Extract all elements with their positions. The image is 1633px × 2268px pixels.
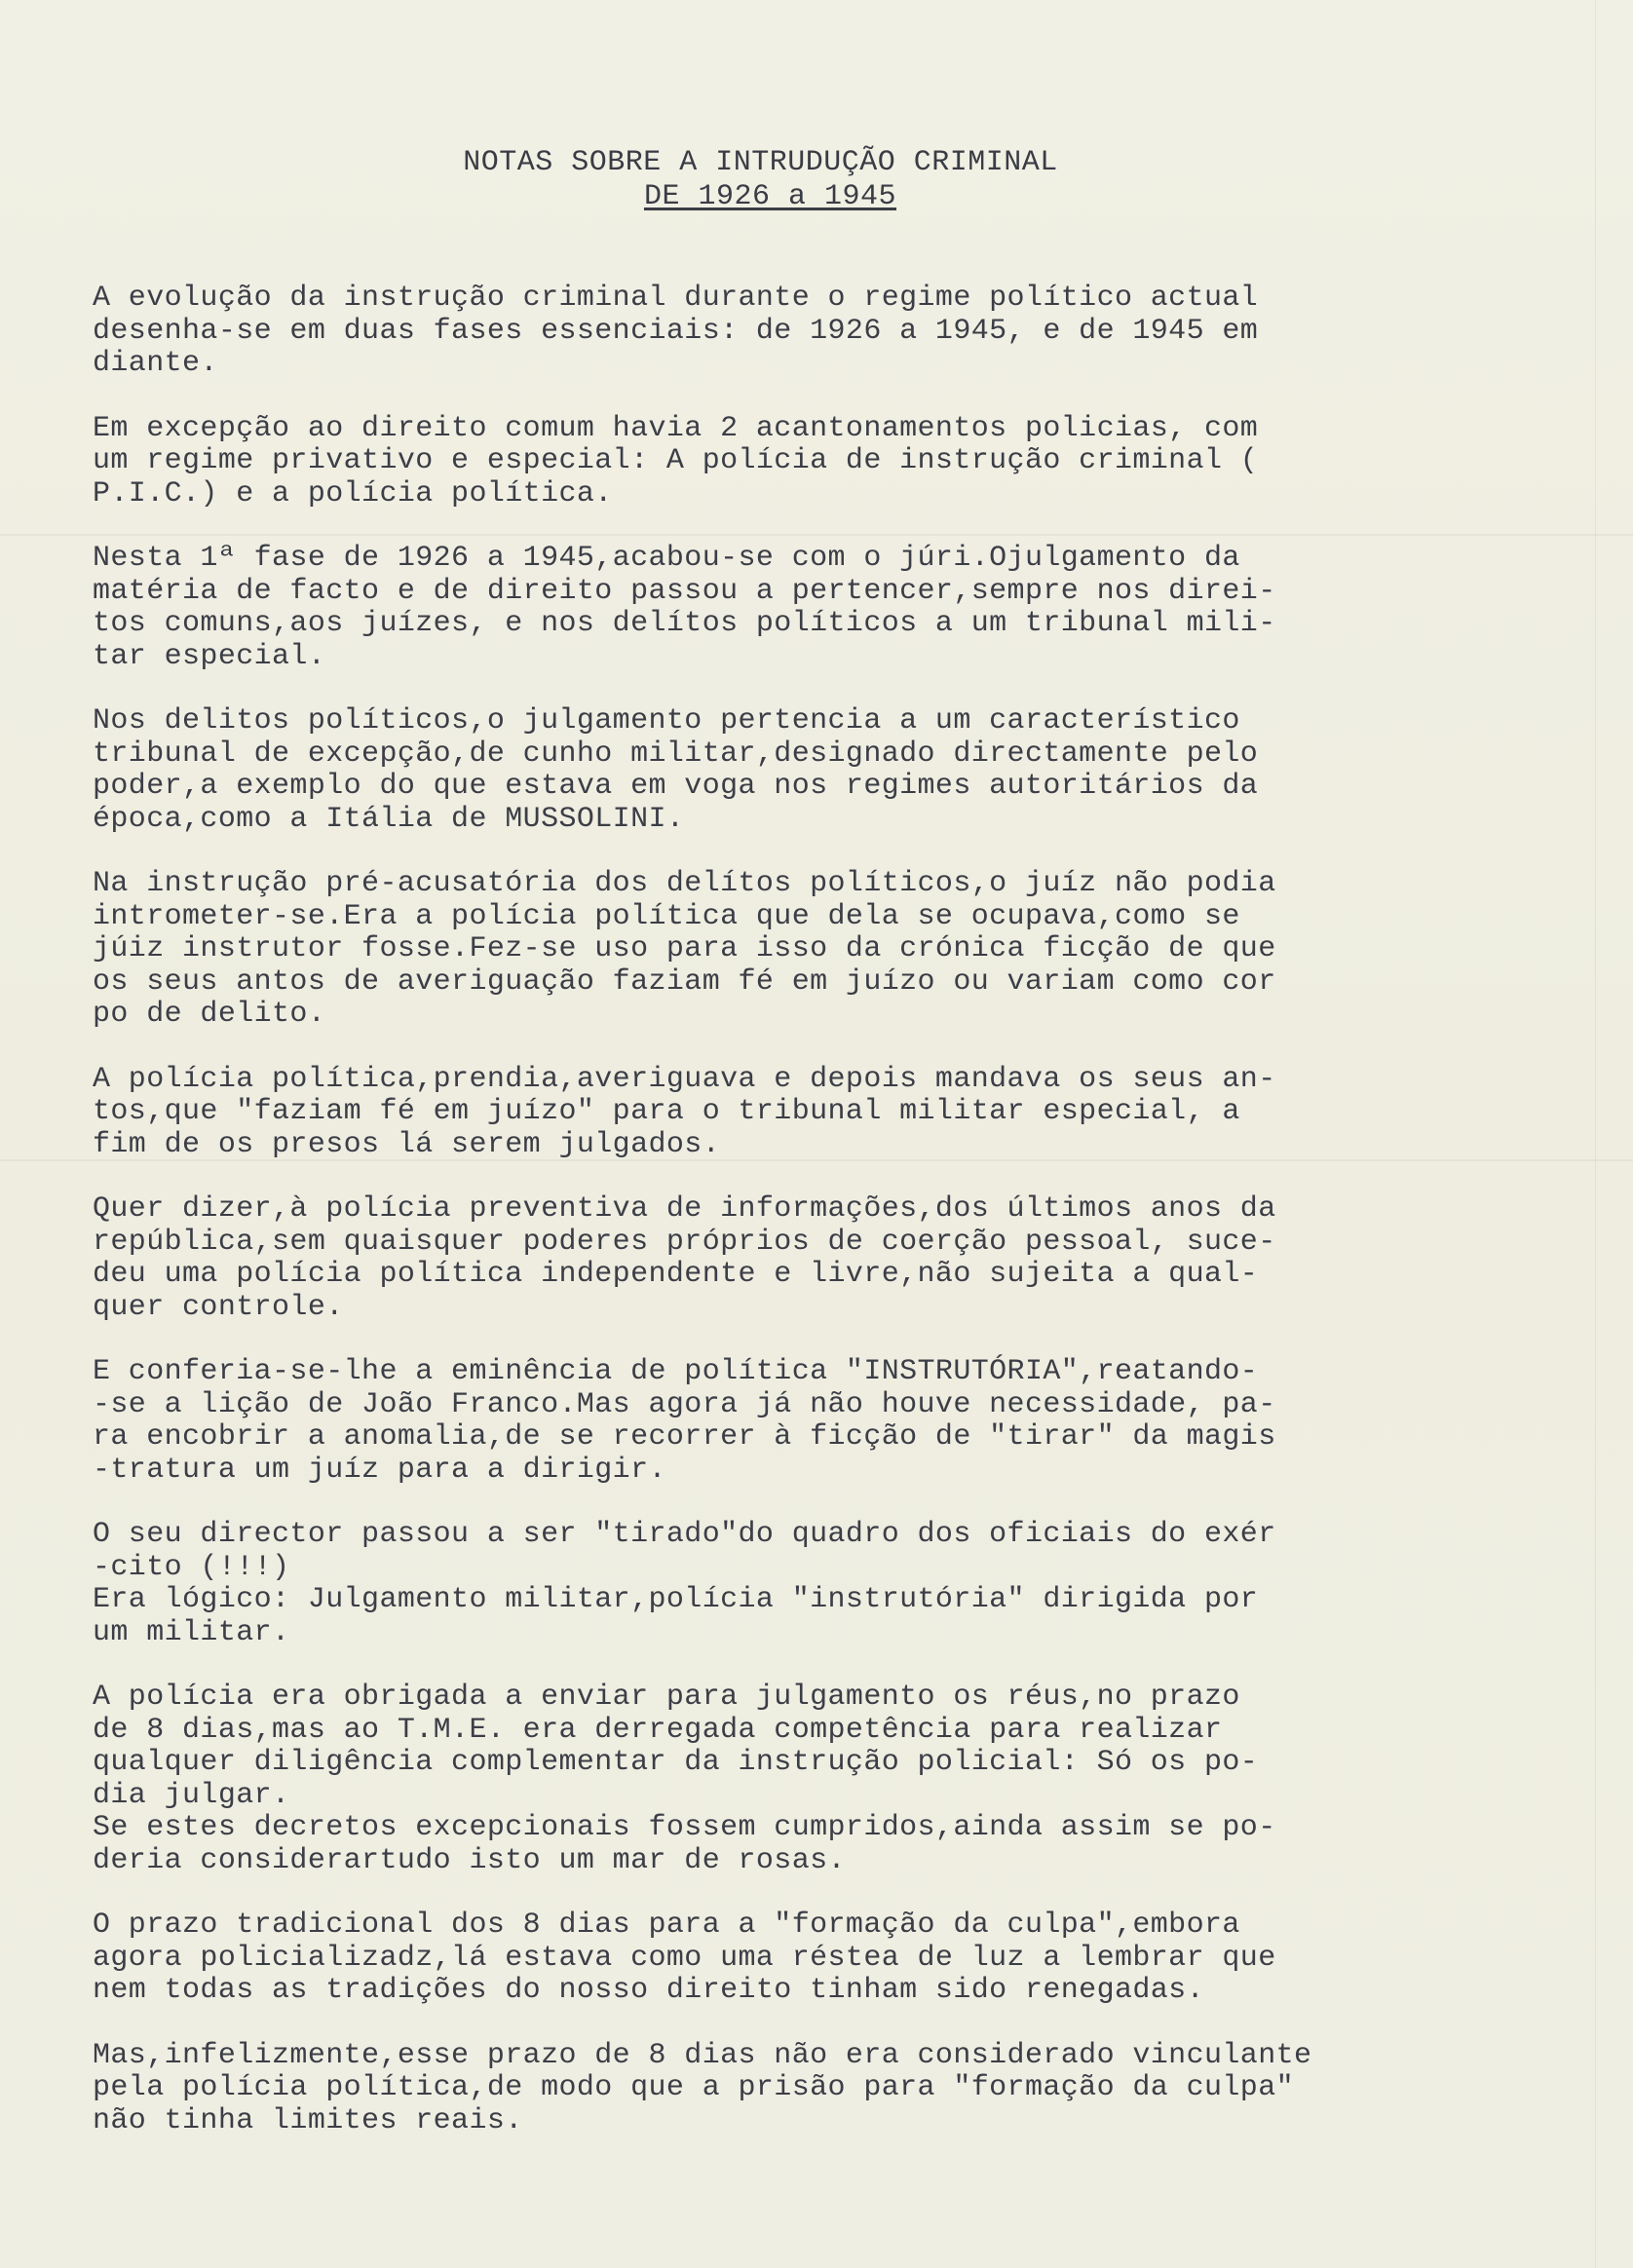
paragraph bbox=[93, 283, 1388, 381]
document-title bbox=[0, 146, 1633, 213]
text-line: Quer dizer,à polícia preventiva de informações,dos últimos anos da bbox=[93, 1192, 1276, 1226]
text-line: po de delito. bbox=[93, 998, 326, 1031]
text-line: de 8 dias,mas ao T.M.E. era derregada competência para realizar bbox=[93, 1713, 1223, 1747]
text-line: -tratura um juíz para a dirigir. bbox=[93, 1453, 666, 1487]
text-line: Era lógico: Julgamento militar,polícia "instrutória" dirigida por bbox=[93, 1583, 1259, 1616]
text-line: qualquer diligência complementar da instrução policial: Só os po- bbox=[93, 1746, 1259, 1779]
text-line: Em excepção ao direito comum havia 2 acantonamentos policias, com bbox=[93, 411, 1259, 445]
text-line: fim de os presos lá serem julgados. bbox=[93, 1127, 721, 1161]
text-line: Mas,infelizmente,esse prazo de 8 dias não era considerado vinculante bbox=[93, 2038, 1312, 2072]
text-line: -cito (!!!) bbox=[93, 1550, 290, 1584]
paragraph bbox=[93, 413, 1388, 511]
text-line: agora policializadz,lá estava como uma réstea de luz a lembrar que bbox=[93, 1941, 1276, 1975]
paragraph bbox=[93, 1519, 1388, 1649]
paragraph bbox=[93, 1356, 1388, 1487]
text-line: os seus antos de averiguação faziam fé em juízo ou variam como cor bbox=[93, 964, 1276, 999]
text-line: diante. bbox=[93, 347, 218, 380]
text-line: Se estes decretos excepcionais fossem cumpridos,ainda assim se po- bbox=[93, 1811, 1276, 1844]
text-line: poder,a exemplo do que estava em voga nos regimes autoritários da bbox=[93, 770, 1259, 803]
paper-edge-line bbox=[1595, 0, 1596, 2268]
text-line: nem todas as tradições do nosso direito tinham sido renegadas. bbox=[93, 1974, 1204, 2007]
text-line: Nos delitos políticos,o julgamento pertencia a um característico bbox=[93, 704, 1240, 737]
paragraph bbox=[93, 868, 1388, 1032]
text-line: A polícia política,prendia,averiguava e depois mandava os seus an- bbox=[93, 1062, 1276, 1096]
text-line: quer controle. bbox=[93, 1290, 344, 1324]
text-line: tos comuns,aos juízes, e nos delítos políticos a um tribunal mili- bbox=[93, 607, 1276, 640]
paragraph bbox=[93, 1682, 1388, 1877]
title-line-2: DE 1926 a 1945 bbox=[643, 180, 897, 213]
text-line: Na instrução pré-acusatória dos delítos políticos,o juíz não podia bbox=[93, 867, 1276, 900]
text-line: deu uma polícia política independente e livre,não sujeita a qual- bbox=[93, 1258, 1259, 1291]
text-line: O prazo tradicional dos 8 dias para a "formação da culpa",embora bbox=[93, 1909, 1240, 1942]
text-line: dia julgar. bbox=[93, 1778, 290, 1812]
text-line: desenha-se em duas fases essenciais: de 1926 a 1945, e de 1945 em bbox=[93, 314, 1259, 348]
text-line: república,sem quaisquer poderes próprios de coerção pessoal, suce- bbox=[93, 1225, 1276, 1259]
text-line: matéria de facto e de direito passou a pertencer,sempre nos direi- bbox=[93, 574, 1276, 608]
text-line: P.I.C.) e a polícia política. bbox=[93, 476, 613, 510]
text-line: E conferia-se-lhe a eminência de política "INSTRUTÓRIA",reatando- bbox=[93, 1355, 1259, 1388]
title-line-1: NOTAS SOBRE A INTRUDUÇÃO CRIMINAL bbox=[463, 146, 1058, 179]
text-line: época,como a Itália de MUSSOLINI. bbox=[93, 802, 685, 836]
text-line: tribunal de excepção,de cunho militar,designado directamente pelo bbox=[93, 737, 1259, 771]
text-line: deria considerartudo isto um mar de rosas. bbox=[93, 1843, 846, 1877]
text-line: tar especial. bbox=[93, 639, 326, 673]
text-line: ra encobrir a anomalia,de se recorrer à ficção de "tirar" da magis bbox=[93, 1420, 1276, 1454]
text-line: -se a lição de João Franco.Mas agora já não houve necessidade, pa- bbox=[93, 1387, 1276, 1421]
text-line: A polícia era obrigada a enviar para julgamento os réus,no prazo bbox=[93, 1681, 1240, 1714]
document-body bbox=[93, 283, 1388, 2170]
paragraph bbox=[93, 543, 1388, 673]
paragraph bbox=[93, 1909, 1388, 2008]
paragraph bbox=[93, 1064, 1388, 1162]
text-line: não tinha limites reais. bbox=[93, 2103, 523, 2137]
text-line: um regime privativo e especial: A polícia de instrução criminal ( bbox=[93, 444, 1259, 477]
text-line: pela polícia política,de modo que a prisão para "formação da culpa" bbox=[93, 2071, 1294, 2104]
text-line: A evolução da instrução criminal durante o regime político actual bbox=[93, 282, 1259, 315]
text-line: intrometer-se.Era a polícia política que dela se ocupava,como se bbox=[93, 899, 1240, 933]
paragraph bbox=[93, 1193, 1388, 1324]
text-line: O seu director passou a ser "tirado"do quadro dos oficiais do exér bbox=[93, 1518, 1276, 1551]
paragraph bbox=[93, 705, 1388, 836]
paragraph bbox=[93, 2040, 1388, 2138]
text-line: tos,que "faziam fé em juízo" para o tribunal militar especial, a bbox=[93, 1095, 1240, 1128]
text-line: júiz instrutor fosse.Fez-se uso para isso da crónica ficção de que bbox=[93, 932, 1276, 965]
text-line: um militar. bbox=[93, 1615, 290, 1649]
text-line: Nesta 1ª fase de 1926 a 1945,acabou-se com o júri.Ojulgamento da bbox=[93, 542, 1240, 575]
